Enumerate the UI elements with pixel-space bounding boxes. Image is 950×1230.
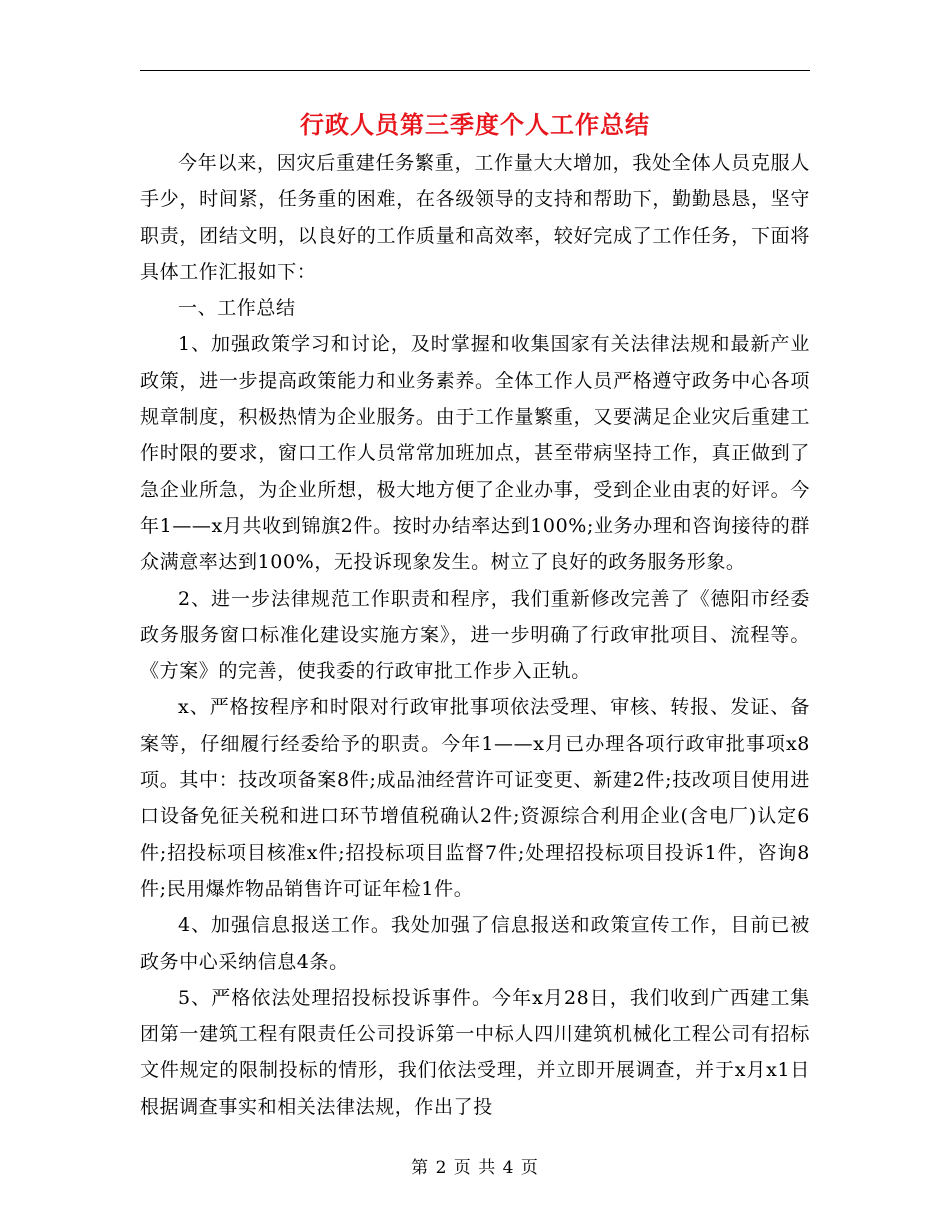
paragraph-item-1: 1、加强政策学习和讨论，及时掌握和收集国家有关法律法规和最新产业政策，进一步提高政策能力和业务素养。全体工作人员严格遵守政务中心各项规章制度，积极热情为企业服务。由于工作量繁重，又要满足企业灾后重建工作时限的要求，窗口工作人员常常加班加点，甚至带病坚持工作，真正做到了急企业所急，为企业所想，极大地方便了企业办事，受到企业由衷的好评。今年1——x月共收到锦旗2件。按时办结率达到100%;业务办理和咨询接待的群众满意率达到100%，无投诉现象发生。树立了良好的政务服务形象。 (140, 333, 810, 574)
paragraph-item-4: 4、加强信息报送工作。我处加强了信息报送和政策宣传工作，目前已被政务中心采纳信息4条。 (140, 914, 810, 973)
page-number: 第 2 页 共 4 页 (411, 1158, 539, 1178)
paragraph-item-3: x、严格按程序和时限对行政审批事项依法受理、审核、转报、发证、备案等，仔细履行经委给予的职责。今年1——x月已办理各项行政审批事项x8项。其中：技改项备案8件;成品油经营许可证变更、新建2件;技改项目使用进口设备免征关税和进口环节增值税确认2件;资源综合利用企业(含电厂)认定6件;招投标项目核准x件;招投标项目监督7件;处理招投标项目投诉1件，咨询8件;民用爆炸物品销售许可证年检1件。 (140, 696, 810, 900)
paragraph-intro: 今年以来，因灾后重建任务繁重，工作量大大增加，我处全体人员克服人手少，时间紧，任务重的困难，在各级领导的支持和帮助下，勤勤恳恳，坚守职责，团结文明，以良好的工作质量和高效率，较好完成了工作任务，下面将具体工作汇报如下： (140, 152, 810, 283)
paragraph-item-2: 2、进一步法律规范工作职责和程序，我们重新修改完善了《德阳市经委政务服务窗口标准化建设实施方案》，进一步明确了行政审批项目、流程等。《方案》的完善，使我委的行政审批工作步入正轨。 (140, 587, 810, 683)
document-body (140, 145, 810, 1125)
section-heading-work-summary: 一、工作总结 (178, 297, 296, 320)
header-rule (140, 70, 810, 71)
paragraph-item-5: 5、严格依法处理招投标投诉事件。今年x月28日，我们收到广西建工集团第一建筑工程有限责任公司投诉第一中标人四川建筑机械化工程公司有招标文件规定的限制投标的情形，我们依法受理，并立即开展调查，并于x月x1日根据调查事实和相关法律法规，作出了投 (140, 986, 810, 1118)
document-title: 行政人员第三季度个人工作总结 (300, 110, 650, 139)
